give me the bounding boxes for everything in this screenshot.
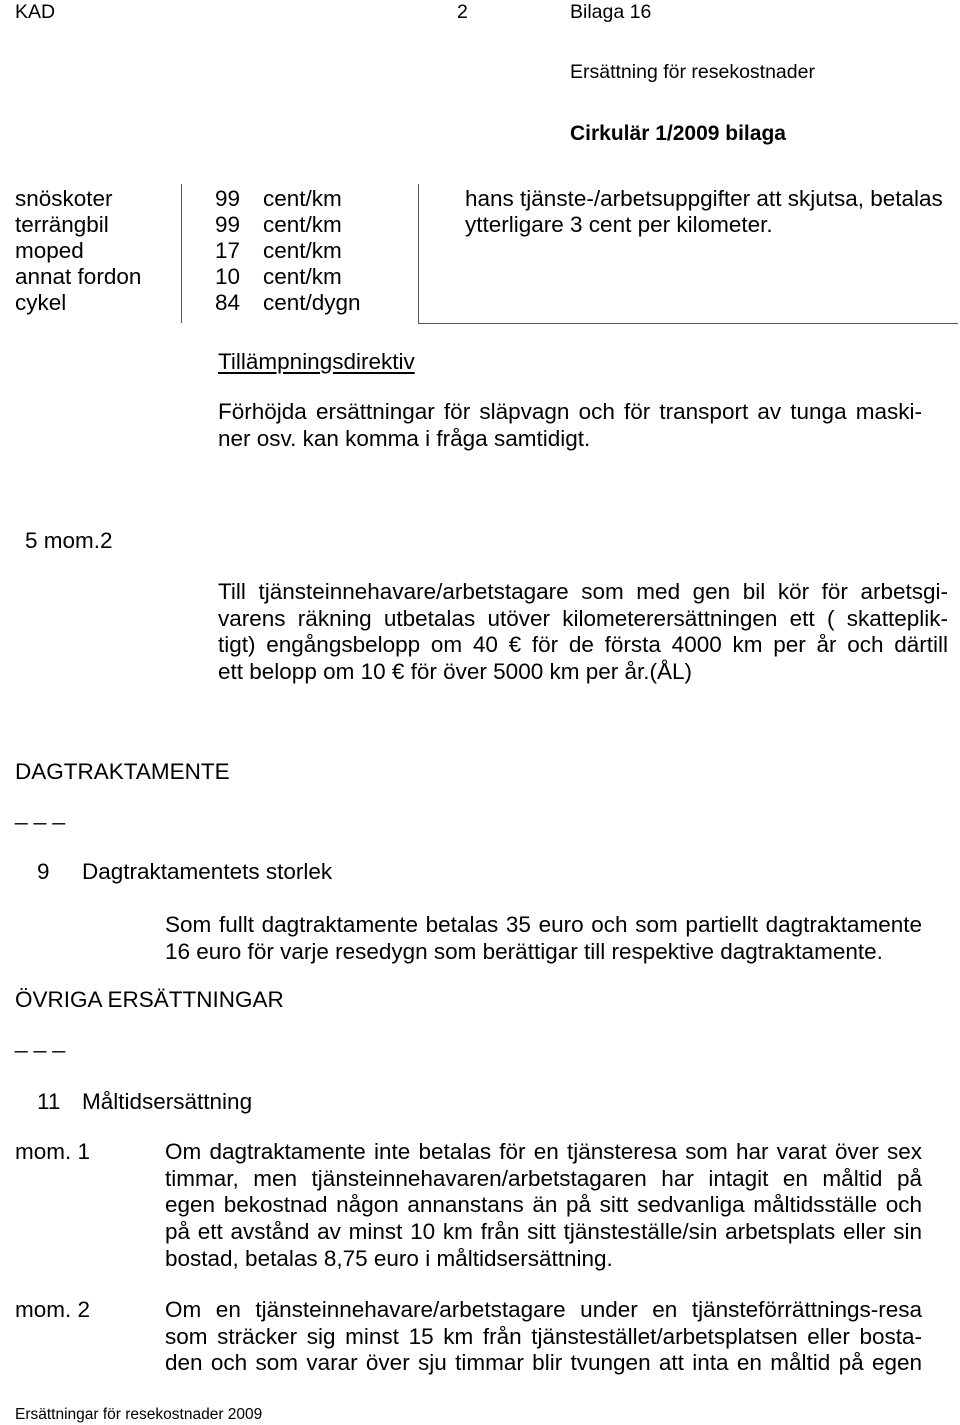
rate-unit: cent/km [263, 186, 342, 211]
paragraph-line: Till tjänsteinnehavare/arbetstagare som med gen bil kör för arbetsgi- [218, 579, 948, 604]
directive-heading: Tillämpningsdirektiv [218, 349, 415, 374]
paragraph-line: egen bekostnad någon annanstans än på sitt sedvanliga måltidsställe och [165, 1192, 922, 1218]
section-number: 11 [37, 1089, 61, 1114]
rate-unit: cent/km [263, 238, 342, 263]
page-number: 2 [457, 1, 468, 23]
rate-amount: 84 [215, 290, 241, 315]
paragraph-line: ett belopp om 10 € för över 5000 km per år.(ÅL) [218, 659, 693, 685]
section-title: Dagtraktamentets storlek [82, 859, 333, 884]
vehicle-name: snöskoter [15, 186, 113, 211]
section-5-mom-2-label: 5 mom.2 [25, 528, 113, 553]
rate-amount: 99 [215, 212, 241, 237]
paragraph-line: Om dagtraktamente inte betalas för en tjänsteresa som har varat över sex [165, 1139, 922, 1164]
paragraph-line: timmar, men tjänsteinnehavaren/arbetstagaren har intagit en måltid på [165, 1165, 922, 1191]
paragraph-line: på ett avstånd av minst 10 km från sitt tjänsteställe/sin arbetsplats eller sin [165, 1219, 922, 1245]
mom-1-paragraph [165, 1139, 922, 1272]
rate-unit: cent/km [263, 212, 342, 237]
per-diem-paragraph [165, 912, 922, 965]
rate-amount: 10 [215, 264, 241, 289]
section-5-mom-2-paragraph [218, 579, 948, 686]
other-compensation-heading: ÖVRIGA ERSÄTTNINGAR [15, 987, 284, 1012]
table-column-divider [418, 184, 419, 323]
paragraph-line: den och som varar över sju timmar blir tvungen att inta en måltid på egen [165, 1350, 922, 1376]
paragraph-line: Som fullt dagtraktamente betalas 35 euro och som partiellt dagtraktamente [165, 912, 922, 937]
document-subtitle: Ersättning för resekostnader [570, 61, 815, 83]
vehicle-name: terrängbil [15, 212, 109, 237]
document-code: KAD [15, 1, 56, 23]
appendix-label: Bilaga 16 [570, 1, 652, 23]
mom-2-paragraph [165, 1297, 922, 1377]
paragraph-line: Förhöjda ersättningar för släpvagn och för transport av tunga maski- [218, 399, 922, 424]
section-divider: _ _ _ [15, 1028, 66, 1053]
paragraph-line: som sträcker sig minst 15 km från tjänstestället/arbetsplatsen eller bosta- [165, 1323, 922, 1349]
mom-2-label: mom. 2 [15, 1297, 91, 1322]
vehicle-name: cykel [15, 290, 67, 315]
directive-paragraph [218, 399, 922, 452]
rate-unit: cent/dygn [263, 290, 361, 315]
rate-note-line: hans tjänste-/arbetsuppgifter att skjutsa, betalas [465, 186, 943, 211]
rate-unit: cent/km [263, 264, 342, 289]
section-title: Måltidsersättning [82, 1089, 253, 1114]
paragraph-line: bostad, betalas 8,75 euro i måltidsersättning. [165, 1245, 613, 1271]
section-divider: _ _ _ [15, 800, 66, 825]
paragraph-line: tigt) engångsbelopp om 40 € för de första 4000 km per år och därtill [218, 632, 948, 658]
table-column-divider [181, 184, 182, 323]
section-number: 9 [37, 859, 50, 884]
circular-reference: Cirkulär 1/2009 bilaga [570, 122, 786, 145]
rate-note-line: ytterligare 3 cent per kilometer. [465, 212, 773, 237]
vehicle-name: annat fordon [15, 264, 142, 289]
paragraph-line: Om en tjänsteinnehavare/arbetstagare under en tjänsteförrättnings-resa [165, 1297, 922, 1322]
rate-amount: 99 [215, 186, 241, 211]
vehicle-name: moped [15, 238, 84, 263]
paragraph-line: 16 euro för varje resedygn som berättigar till respektive dagtraktamente. [165, 938, 883, 964]
table-bottom-rule [418, 323, 958, 324]
mom-1-label: mom. 1 [15, 1139, 91, 1164]
per-diem-heading: DAGTRAKTAMENTE [15, 759, 230, 784]
rate-amount: 17 [215, 238, 241, 263]
paragraph-line: ner osv. kan komma i fråga samtidigt. [218, 425, 591, 451]
page-footer: Ersättningar för resekostnader 2009 [15, 1406, 263, 1423]
paragraph-line: varens räkning utbetalas utöver kilometerersättningen ett ( skatteplik- [218, 605, 948, 631]
